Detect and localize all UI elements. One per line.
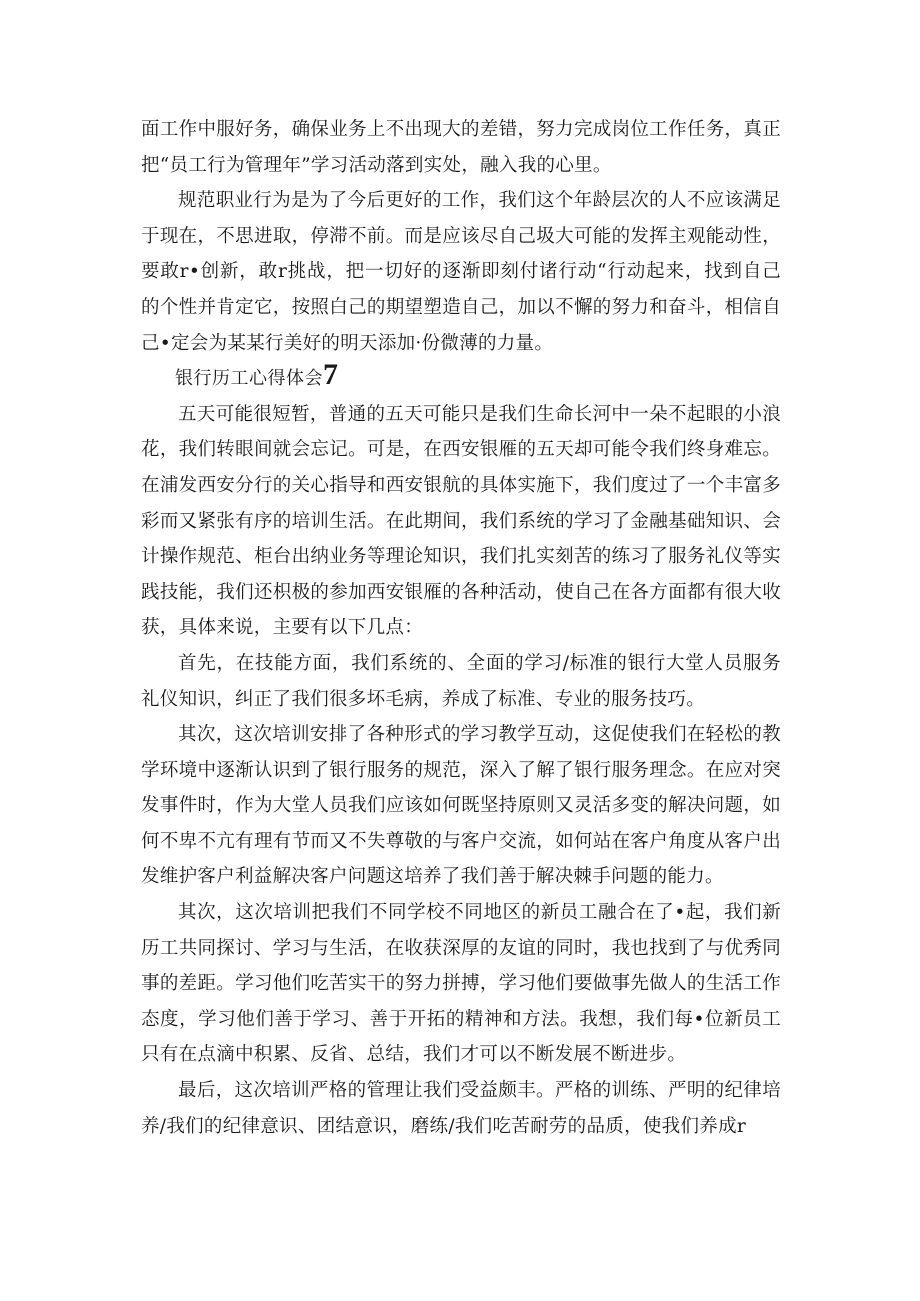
section-heading-number: 7	[323, 358, 339, 392]
paragraph-final-point: 最后，这次培训严格的管理让我们受益颇丰。严格的训练、严明的纪律培养/我们的纪律意识、团结意识，磨练/我们吃苦耐劳的品质，使我们养成r	[141, 1080, 781, 1137]
document-body	[141, 112, 781, 1144]
section-heading	[141, 358, 781, 397]
paragraph-intro: 五天可能很短暂，普通的五天可能只是我们生命长河中一朵不起眼的小浪花，我们转眼间就会忘记。可是，在西安银雁的五天却可能令我们终身难忘。在浦发西安分行的关心指导和西安银航的具体实施下，我们度过了一个丰富多彩而又紧张有序的培训生活。在此期间，我们系统的学习了金融基础知识、会计操作规范、柜台出纳业务等理论知识，我们扎实刻苦的练习了服务礼仪等实践技能，我们还枳极的参加西安银雁的各种活动，使自己在各方面都有很大收获，具体来说，主要有以下几点：	[141, 403, 781, 639]
paragraph-third-point: 其次，这次培训把我们不同学校不同地区的新员工融合在了•起，我们新历工共同探讨、学习与生活，在收获深厚的友谊的同时，我也找到了与优秀同事的差距。学习他们吃苦实干的努力拼搏，学习他们要做事先做人的生活工作态度，学习他们善于学习、善于开拓的精神和方法。我想，我们每•位新员工只有在点滴中积累、反省、总结，我们才可以不断发展不断进步。	[141, 902, 781, 1066]
paragraph-continuation: 面工作中服好务，确保业务上不出现大的差错，努力完成岗位工作任务，真正把“员工行为管理年”学习活动落到实处，融入我的心里。	[141, 119, 781, 176]
paragraph-professional-conduct: 规范职业行为是为了今后更好的工作，我们这个年龄层次的人不应该满足于现在，不思进取，停滞不前。而是应该尽自己圾大可能的发挥主观能动性，要敢r•创新，敢r挑战，把一切好的逐渐即刻付诸行动“行动起来，找到自己的个性并肯定它，按照白己的期望塑造自己，加以不懈的努力和奋斗，相信自己•定会为某某行美好的明天添加·份微薄的力量。	[141, 190, 781, 354]
paragraph-second-point: 其次，这次培训安排了各种形式的学习教学互动，这促使我们在轻松的教学环境中逐渐认识到了银行服务的规范，深入了解了银行服务理念。在应对突发事件时，作为大堂人员我们应该如何既坚持原则又灵活多变的解决问题，如何不卑不亢有理有节而又不失尊敬的与客户交流，如何站在客户角度从客户出发维护客户利益解决客户问题这培养了我们善于解决棘手问题的能力。	[141, 724, 781, 888]
paragraph-first-point: 首先，在技能方面，我们系统的、全面的学习/标准的银行大堂人员服务礼仪知识，纠正了我们很多坏毛病，养成了标准、专业的服务技巧。	[141, 652, 781, 710]
section-heading-text: 银行历工心得体会	[175, 368, 323, 390]
